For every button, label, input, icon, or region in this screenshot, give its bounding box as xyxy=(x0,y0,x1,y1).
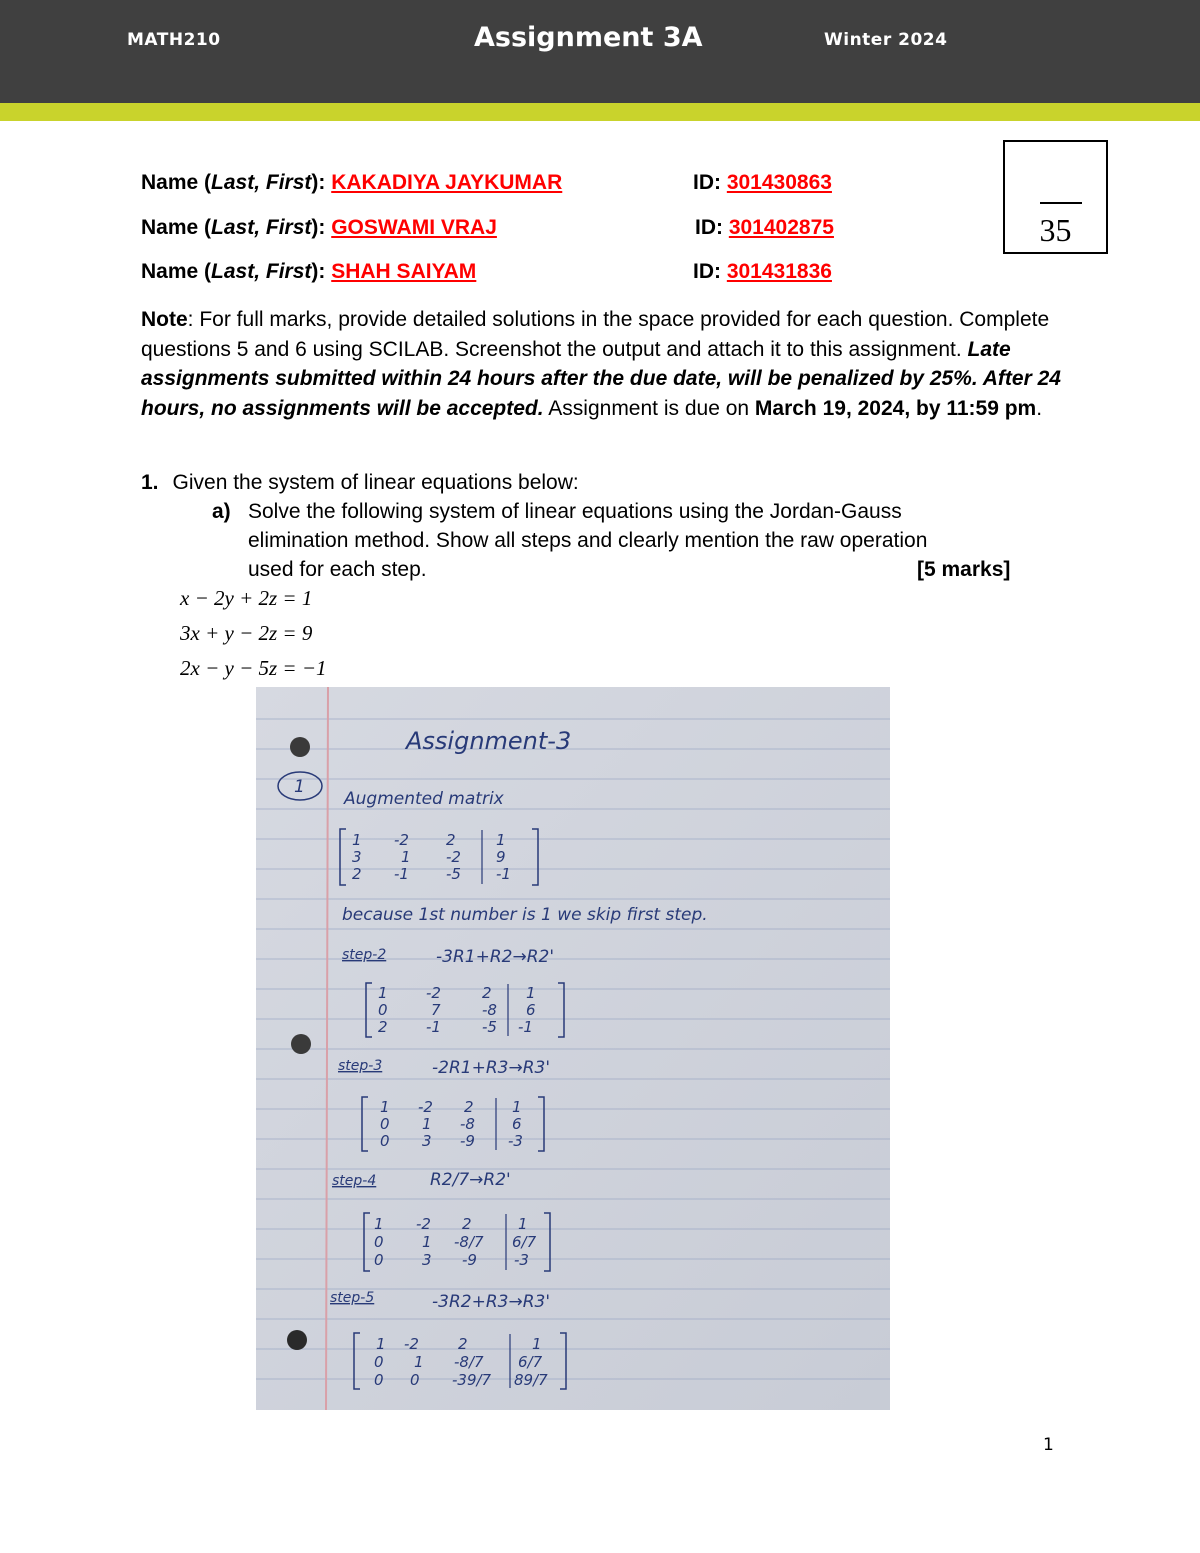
notebook-page xyxy=(256,687,890,1410)
hw-title: Assignment-3 xyxy=(406,727,572,755)
note-text-3: . xyxy=(1036,396,1043,420)
hw-step-label: step-4 xyxy=(332,1173,377,1189)
student-id-row xyxy=(695,216,834,240)
student-name-row xyxy=(141,216,497,240)
hw-cell: 0 xyxy=(380,1115,390,1133)
hw-cell: -2 xyxy=(446,848,461,866)
hole-punch xyxy=(290,737,310,757)
hw-cell: 1 xyxy=(512,1098,522,1116)
hw-cell: 3 xyxy=(352,848,362,866)
student-id-row xyxy=(693,171,832,195)
handwritten-solution-photo xyxy=(256,687,890,1410)
student-id: 301402875 xyxy=(728,216,834,239)
student-id: 301431836 xyxy=(726,260,832,283)
student-id: 301430863 xyxy=(726,171,832,194)
name-label: Name ( xyxy=(141,171,212,194)
question-number: 1. xyxy=(141,471,159,494)
page-number: 1 xyxy=(1043,1435,1054,1455)
name-label-end: ): xyxy=(311,171,332,194)
hw-cell: -3 xyxy=(514,1251,529,1269)
hw-cell: -2 xyxy=(418,1098,433,1116)
instructions-note xyxy=(141,305,1076,423)
equation: 2x − y − 5z = −1 xyxy=(180,656,327,680)
hw-cell: 1 xyxy=(422,1233,432,1251)
hw-cell: 6/7 xyxy=(512,1233,537,1251)
hw-cell: 6 xyxy=(526,1001,536,1019)
term-label: Winter 2024 xyxy=(824,30,948,50)
id-label: ID: xyxy=(693,171,727,194)
due-date: March 19, 2024, by 11:59 pm xyxy=(754,396,1037,420)
hw-cell: 0 xyxy=(380,1132,390,1150)
name-label-end: ): xyxy=(311,216,332,239)
question-prompt: Given the system of linear equations below: xyxy=(172,471,579,494)
hw-cell: -9 xyxy=(460,1132,475,1150)
marks-label: [5 marks] xyxy=(917,558,1011,581)
name-label-italic: Last, First xyxy=(211,171,312,194)
part-a-label: a) xyxy=(212,500,231,523)
hw-cell: 0 xyxy=(378,1001,388,1019)
hw-cell: -1 xyxy=(518,1018,533,1036)
hw-cell: -39/7 xyxy=(452,1371,492,1389)
hw-circle-num: 1 xyxy=(294,777,305,797)
hw-cell: 1 xyxy=(378,984,388,1002)
hw-cell: -8/7 xyxy=(454,1353,484,1371)
hw-cell: 1 xyxy=(422,1115,432,1133)
hw-cell: 1 xyxy=(496,831,506,849)
part-a-line: used for each step. xyxy=(248,558,427,581)
hw-cell: 1 xyxy=(401,848,411,866)
student-name: GOSWAMI VRAJ xyxy=(331,216,497,239)
score-total: 35 xyxy=(1039,212,1072,248)
hw-cell: 1 xyxy=(526,984,536,1002)
hw-step-op: R2/7→R2' xyxy=(430,1170,511,1190)
hw-cell: 1 xyxy=(518,1215,528,1233)
note-label: Note xyxy=(141,308,188,331)
equation: 3x + y − 2z = 9 xyxy=(180,621,313,645)
hw-cell: -1 xyxy=(426,1018,441,1036)
hw-cell: 6 xyxy=(512,1115,522,1133)
part-a-line: elimination method. Show all steps and clearly mention the raw operation xyxy=(248,529,928,552)
student-name: SHAH SAIYAM xyxy=(331,260,477,283)
hw-cell: 89/7 xyxy=(514,1371,548,1389)
score-blank-line xyxy=(1040,202,1082,204)
hw-cell: 9 xyxy=(496,848,506,866)
part-a-line: Solve the following system of linear equations using the Jordan-Gauss xyxy=(248,500,902,523)
hw-cell: -2 xyxy=(404,1335,419,1353)
hw-cell: 7 xyxy=(431,1001,441,1019)
id-label: ID: xyxy=(695,216,729,239)
hw-cell: -5 xyxy=(446,865,461,883)
hw-cell: 2 xyxy=(464,1098,474,1116)
header-accent-stripe xyxy=(0,103,1200,121)
student-name-row xyxy=(141,260,476,284)
hw-step-label: step-5 xyxy=(330,1290,375,1306)
hw-cell: -2 xyxy=(426,984,441,1002)
hw-step-op: -3R1+R2→R2' xyxy=(436,947,554,967)
student-id-row xyxy=(693,260,832,284)
student-name: KAKADIYA JAYKUMAR xyxy=(331,171,563,194)
name-label: Name ( xyxy=(141,216,212,239)
hw-step-label: step-2 xyxy=(342,947,387,963)
hw-cell: 2 xyxy=(446,831,456,849)
hw-cell: 1 xyxy=(414,1353,424,1371)
hw-cell: -1 xyxy=(394,865,409,883)
hole-punch xyxy=(287,1330,307,1350)
hw-cell: 2 xyxy=(458,1335,468,1353)
hw-cell: -3 xyxy=(508,1132,523,1150)
name-label-end: ): xyxy=(311,260,332,283)
hw-cell: 1 xyxy=(532,1335,542,1353)
hw-cell: 1 xyxy=(374,1215,384,1233)
document-title: Assignment 3A xyxy=(474,22,703,53)
question-1 xyxy=(141,468,579,497)
hw-cell: -1 xyxy=(496,865,511,883)
id-label: ID: xyxy=(693,260,727,283)
hw-cell: 0 xyxy=(410,1371,420,1389)
hw-cell: -9 xyxy=(462,1251,477,1269)
hw-cell: 3 xyxy=(422,1251,432,1269)
note-text-2: Assignment is due on xyxy=(543,396,755,420)
hw-cell: 2 xyxy=(462,1215,472,1233)
equation: x − 2y + 2z = 1 xyxy=(180,586,313,610)
hole-punch xyxy=(291,1034,311,1054)
hw-cell: 2 xyxy=(352,865,362,883)
student-name-row xyxy=(141,171,562,195)
hw-note-line: because 1st number is 1 we skip first step. xyxy=(342,905,708,925)
hw-cell: 0 xyxy=(374,1233,384,1251)
hw-cell: 2 xyxy=(378,1018,388,1036)
hw-cell: -5 xyxy=(482,1018,497,1036)
note-text: : For full marks, provide detailed solutions in the space provided for each question. Complete questions 5 and 6 using SCILAB. Screenshot the output and attach it to this assignment. xyxy=(141,308,1050,361)
hw-cell: 0 xyxy=(374,1371,384,1389)
hw-cell: 1 xyxy=(352,831,362,849)
name-label: Name ( xyxy=(141,260,212,283)
hw-cell: 3 xyxy=(422,1132,432,1150)
hw-cell: 1 xyxy=(376,1335,386,1353)
hw-cell: 0 xyxy=(374,1251,384,1269)
name-label-italic: Last, First xyxy=(211,216,312,239)
hw-cell: -8 xyxy=(460,1115,475,1133)
hw-step-op: -2R1+R3→R3' xyxy=(432,1058,550,1078)
late-policy: Late assignments submitted within 24 hours after the due date, will be penalized by 25%. After 24 hours, no assignments will be accepted. xyxy=(141,337,1061,420)
hw-aug-label: Augmented matrix xyxy=(344,789,504,809)
hw-cell: 2 xyxy=(482,984,492,1002)
course-code: MATH210 xyxy=(127,30,221,50)
hw-cell: 0 xyxy=(374,1353,384,1371)
hw-cell: 1 xyxy=(380,1098,390,1116)
score-box xyxy=(1003,140,1108,254)
hw-step-op: -3R2+R3→R3' xyxy=(432,1292,550,1312)
hw-cell: -8/7 xyxy=(454,1233,484,1251)
hw-cell: 6/7 xyxy=(518,1353,543,1371)
hw-step-label: step-3 xyxy=(338,1058,383,1074)
hw-cell: -2 xyxy=(416,1215,431,1233)
hw-cell: -2 xyxy=(394,831,409,849)
hw-cell: -8 xyxy=(482,1001,497,1019)
name-label-italic: Last, First xyxy=(211,260,312,283)
